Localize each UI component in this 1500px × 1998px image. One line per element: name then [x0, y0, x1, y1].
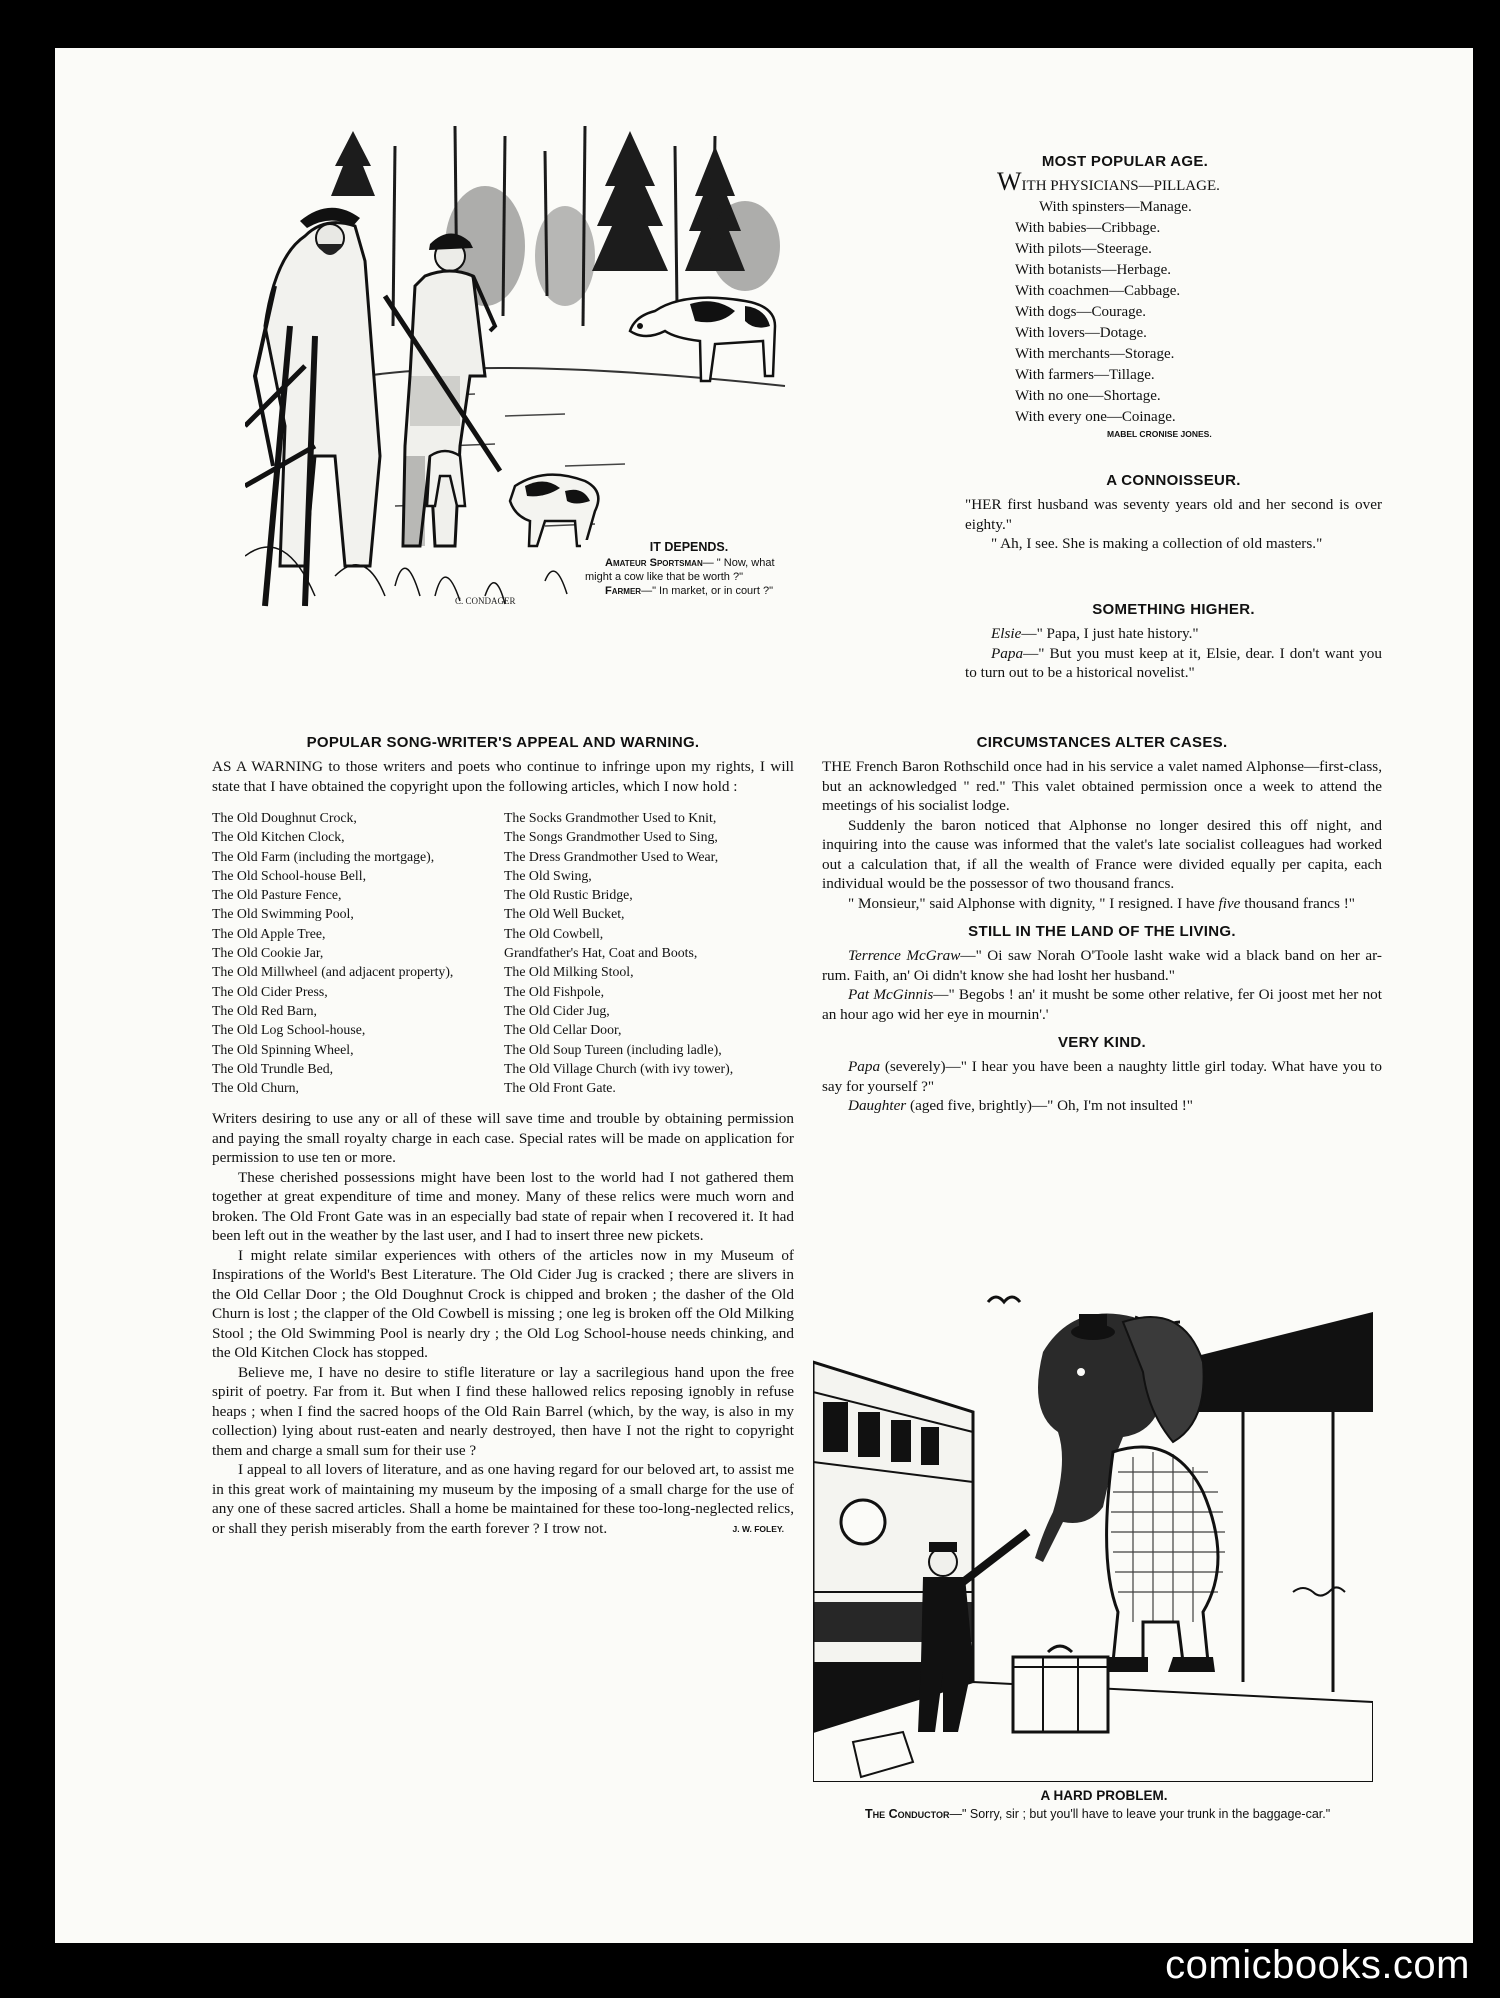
list-item: The Socks Grandmother Used to Knit,: [504, 810, 717, 825]
connoisseur: [965, 472, 1382, 554]
list-item: The Old Apple Tree,: [212, 925, 326, 941]
list-item: The Old Farm (including the mortgage),: [212, 848, 435, 864]
song-writer-author: J. W. FOLEY.: [732, 1524, 784, 1535]
list-item: The Old Front Gate.: [504, 1080, 616, 1096]
poem-line: With merchants—Storage.: [1015, 346, 1175, 362]
poem-line: With farmers—Tillage.: [1015, 367, 1155, 383]
list-item: The Old Cellar Door,: [504, 1022, 622, 1038]
song-writer-p3: I might relate similar experiences with others of the articles now in my Museum of Inspirations of the World's Best Literature. The Old Cider Jug is cracked ; there are slivers in the Old Cellar Door ; the Old Doughnut Crock is chipped and broken ; the dasher of the Old Churn is lost ; the clapper of the Old Cowbell is missing ; one leg is broken off the Old Milking Stool ; the Old Swimming Pool is nearly dry ; the Old Log School-house needs chinking, and the Old Kitchen Clock has stopped.: [212, 1246, 794, 1362]
list-item: The Old Fishpole,: [504, 983, 605, 999]
list-item: The Old Cider Jug,: [504, 1002, 610, 1018]
copyright-list-right: [504, 808, 794, 1097]
it-depends-title: IT DEPENDS.: [649, 540, 729, 554]
song-writer-title: POPULAR SONG-WRITER'S APPEAL AND WARNING.: [306, 734, 700, 751]
list-item: The Old Millwheel (and adjacent property),: [212, 964, 454, 980]
circumstances-p3: " Monsieur," said Alphonse with dignity, " I resigned. I have five thousand francs !": [848, 894, 1355, 912]
something-higher: [965, 601, 1382, 683]
list-item: The Old Pasture Fence,: [212, 887, 342, 903]
list-item: The Old School-house Bell,: [212, 867, 367, 883]
very-kind-line1: Papa (severely)—" I hear you have been a naughty little girl today. What have you to say for yourself ?": [822, 1058, 1382, 1095]
song-writer-p4: Believe me, I have no desire to stifle literature or lay a sacrilegious hand upon the free spirit of poetry. Far from it. But when I find these hallowed relics reposing ignobly in refuse heaps ; when I find the sacred hoops of the Old Rain Barrel (which, by the way, is also in my collection) lying about rust-eaten and nearly destroyed, then have I not the right to copyright them and charge a small sum for their use ?: [212, 1363, 794, 1459]
poem-line: With dogs—Courage.: [1015, 304, 1147, 320]
it-depends-line1: Amateur Sportsman— " Now, what might a cow like that be worth ?": [585, 557, 775, 583]
connoisseur-p2: " Ah, I see. She is making a collection of old masters.": [991, 535, 1323, 552]
still-living-title: STILL IN THE LAND OF THE LIVING.: [968, 923, 1236, 940]
still-living-line1: Terrence McGraw—" Oi saw Norah O'Toole lasht wake wid a black band on her ar-rum. Faith, an' Oi didn't know she had losht her husband.": [822, 947, 1382, 984]
poem-line: With babies—Cribbage.: [1015, 220, 1161, 236]
hard-problem-title: A HARD PROBLEM.: [1040, 1788, 1168, 1803]
list-item: The Old Cookie Jar,: [212, 945, 324, 961]
list-item: The Old Village Church (with ivy tower),: [504, 1060, 734, 1076]
song-writer-p2: These cherished possessions might have been lost to the world had I not gathered them together at great expenditure of time and money. Many of these relics were much worn and broken. The Old Front Gate was in an especially bad state of repair when I recovered it. It had been left out in the weather by the last user, and I had to insert three new pickets.: [212, 1168, 794, 1245]
connoisseur-title: A CONNOISSEUR.: [1106, 472, 1241, 489]
circumstances-title: CIRCUMSTANCES ALTER CASES.: [976, 734, 1228, 751]
most-popular-age: [997, 153, 1395, 439]
something-higher-title: SOMETHING HIGHER.: [1092, 601, 1255, 618]
poem-line: With every one—Coinage.: [1015, 409, 1176, 425]
circumstances-p2: Suddenly the baron noticed that Alphonse no longer desired this off night, and inquiring into the cause was informed that the valet's late socialist colleagues had worked out a calculation that, if all the wealth of France were divided equally per capita, each individual would be the possessor of two thousand francs.: [822, 816, 1382, 892]
artist-signature: C. CONDAGER: [455, 596, 516, 606]
list-item: The Old Soup Tureen (including ladle),: [504, 1041, 722, 1057]
still-living-line2: Pat McGinnis—" Begobs ! an' it musht be some other relative, fer Oi joost met her not an hour ago wid her eye in mournin'.': [822, 986, 1382, 1023]
list-item: The Old Doughnut Crock,: [212, 810, 357, 825]
list-item: The Old Trundle Bed,: [212, 1060, 334, 1076]
copyright-list: [212, 808, 794, 1097]
list-item: The Old Swing,: [504, 867, 592, 883]
poem-line: With botanists—Herbage.: [1015, 262, 1172, 278]
it-depends-caption: [581, 540, 793, 598]
something-higher-line2: Papa—" But you must keep at it, Elsie, dear. I don't want you to turn out to be a historical novelist.": [965, 644, 1382, 681]
poem-line: WITH PHYSICIANS—PILLAGE.: [997, 167, 1220, 196]
list-item: The Old Well Bucket,: [504, 906, 625, 922]
poem-author: MABEL CRONISE JONES.: [1107, 429, 1212, 439]
poem-lines: [997, 167, 1395, 428]
most-popular-age-title: MOST POPULAR AGE.: [1041, 153, 1209, 170]
hard-problem-cartoon: [813, 1262, 1373, 1782]
circumstances-article: [822, 734, 1382, 1116]
something-higher-line1: Elsie—" Papa, I just hate history.": [991, 625, 1199, 642]
list-item: The Old Milking Stool,: [504, 964, 634, 980]
song-writer-article: [212, 734, 794, 1537]
list-item: The Old Red Barn,: [212, 1002, 317, 1018]
list-item: Grandfather's Hat, Coat and Boots,: [504, 945, 698, 961]
poem-line: With coachmen—Cabbage.: [1015, 283, 1181, 299]
poem-line: With lovers—Dotage.: [1015, 325, 1147, 341]
poem-line: With pilots—Steerage.: [1015, 241, 1152, 257]
poem-line: With spinsters—Manage.: [1039, 199, 1192, 215]
song-writer-intro: AS A WARNING to those writers and poets who continue to infringe upon my rights, I will state that I have obtained the copyright upon the following articles, which I now hold :: [212, 758, 794, 795]
it-depends-line2: Farmer—" In market, or in court ?": [605, 585, 773, 597]
circumstances-p1: THE French Baron Rothschild once had in his service a valet named Alphonse—first-class, but an acknowledged " red." This valet obtained permission once a week to attend the meetings of his socialist lodge.: [822, 758, 1382, 814]
list-item: The Old Rustic Bridge,: [504, 887, 633, 903]
list-item: The Old Churn,: [212, 1080, 299, 1096]
list-item: The Old Cider Press,: [212, 983, 328, 999]
poem-line: With no one—Shortage.: [1015, 388, 1161, 404]
hunting-illustration: [245, 126, 787, 608]
list-item: The Old Kitchen Clock,: [212, 829, 345, 845]
list-item: The Dress Grandmother Used to Wear,: [504, 848, 719, 864]
list-item: The Old Spinning Wheel,: [212, 1041, 354, 1057]
song-writer-p5: I appeal to all lovers of literature, and as one having regard for our beloved art, to assist me in this great work of maintaining my museum by the imposing of a small charge for the use of any one of these sacred articles. Shall a home be maintained for these too-long-neglected relics, or shall they perish miserably from the earth forever ? I trow not.: [212, 1461, 794, 1537]
list-item: The Songs Grandmother Used to Sing,: [504, 829, 718, 845]
list-item: The Old Log School-house,: [212, 1022, 366, 1038]
hard-problem-line: The Conductor—" Sorry, sir ; but you'll have to leave your trunk in the baggage-car.": [865, 1807, 1331, 1821]
connoisseur-p1: "HER first husband was seventy years old and her second is over eighty.": [965, 496, 1382, 533]
very-kind-title: VERY KIND.: [1057, 1034, 1147, 1051]
very-kind-line2: Daughter (aged five, brightly)—" Oh, I'm not insulted !": [848, 1097, 1193, 1114]
copyright-list-left: [212, 808, 482, 1097]
magazine-page: [55, 48, 1473, 1943]
song-writer-p1: Writers desiring to use any or all of these will save time and trouble by obtaining permission and paying the small royalty charge in each case. Special rates will be made on application for permission to use ten or more.: [212, 1110, 794, 1167]
site-watermark: comicbooks.com: [1165, 1943, 1470, 1987]
list-item: The Old Cowbell,: [504, 925, 604, 941]
hard-problem-caption: [825, 1788, 1383, 1822]
list-item: The Old Swimming Pool,: [212, 906, 354, 922]
